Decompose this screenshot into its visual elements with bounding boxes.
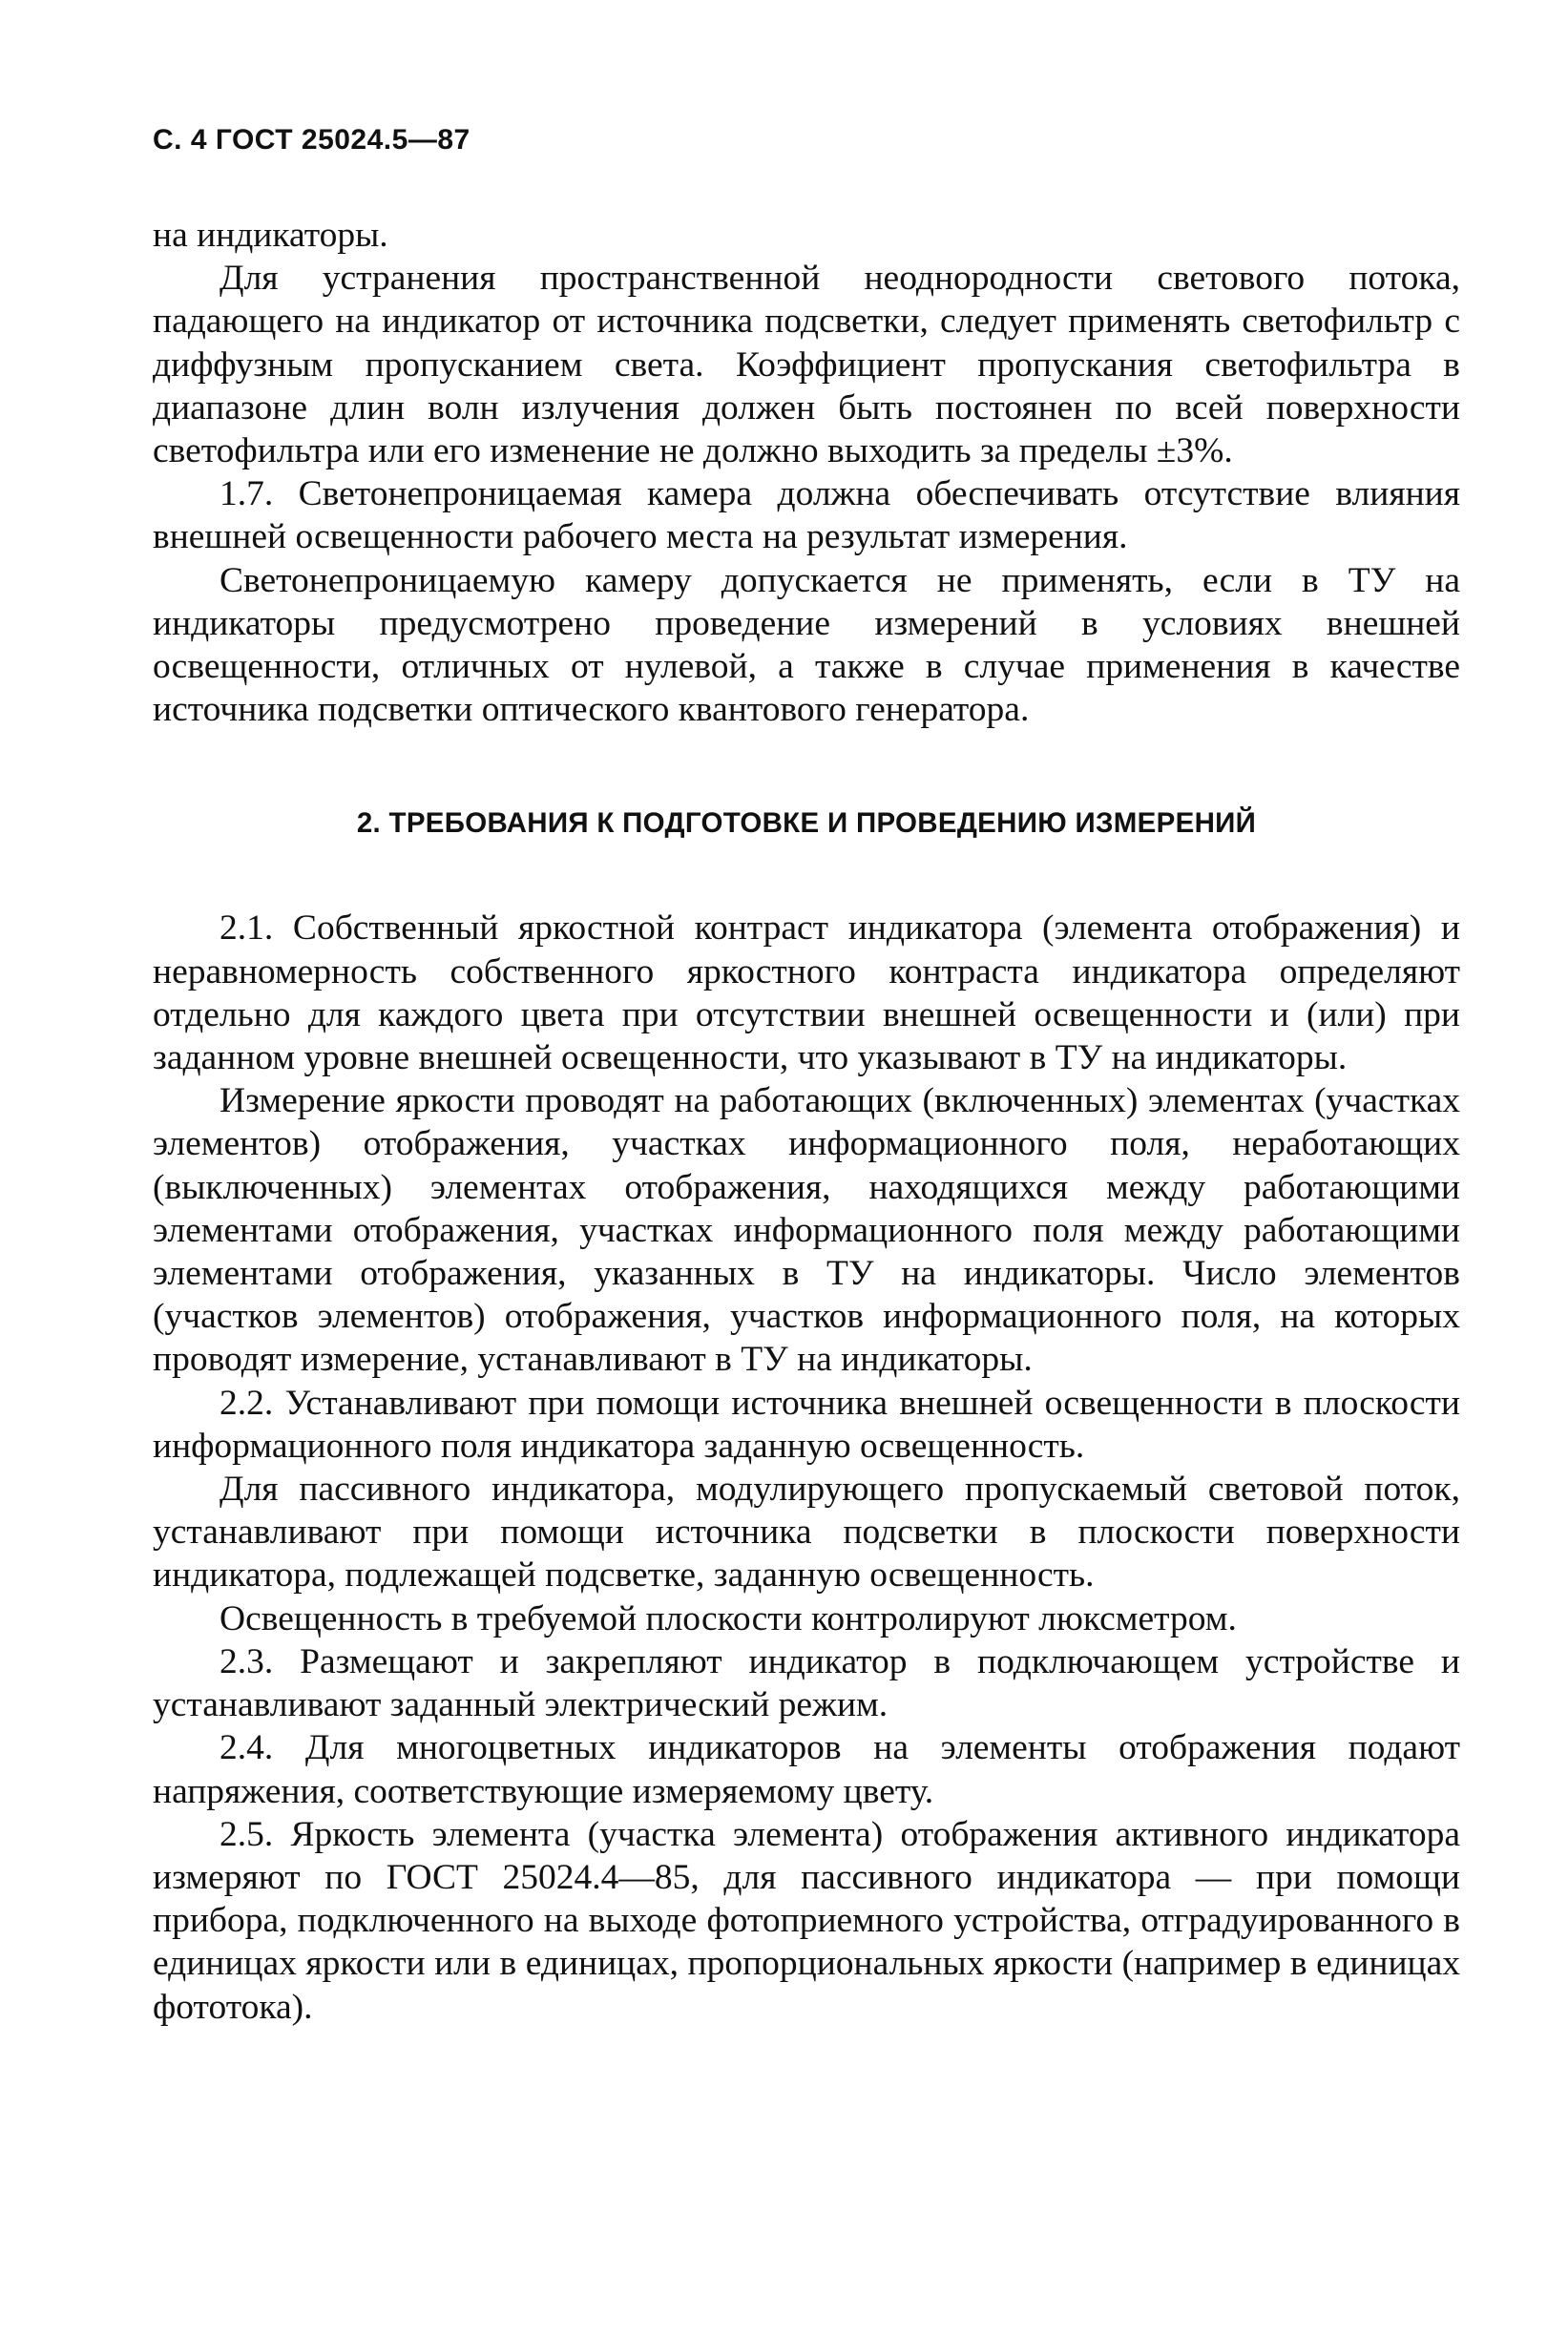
running-header: С. 4 ГОСТ 25024.5—87 bbox=[153, 124, 470, 156]
paragraph-brightness-measurement: Измерение яркости проводят на работающих (включенных) элементах (участках элементов) отображения, участках информационного поля, неработающих (выключенных) элементах отображения, находящихся между работающими элементами отображения, участках информационного поля между работающими элементами отображения, указанных в ТУ на индикаторы. Число элементов (участков элементов) отображения, участков информационного поля, на которых проводят измерение, устанавливают в ТУ на индикаторы. bbox=[153, 1081, 1460, 1380]
paragraph-1-7: 1.7. Светонепроницаемая камера должна обеспечивать отсутствие влияния внешней освещенности рабочего места на результат измерения. bbox=[153, 474, 1460, 557]
paragraph-passive-indicator: Для пассивного индикатора, модулирующего пропускаемый световой поток, устанавливают при помощи источника подсветки в плоскости поверхности индикатора, подлежащей подсветке, заданную освещенность. bbox=[153, 1470, 1460, 1596]
document-page bbox=[153, 124, 1460, 2029]
paragraph-continuation: на индикаторы. bbox=[153, 216, 388, 255]
paragraph-2-4: 2.4. Для многоцветных индикаторов на элементы отображения подают напряжения, соответствующие измеряемому цвету. bbox=[153, 1728, 1460, 1811]
section-2-title: 2. ТРЕБОВАНИЯ К ПОДГОТОВКЕ И ПРОВЕДЕНИЮ ИЗМЕРЕНИЙ bbox=[356, 807, 1257, 840]
paragraph-camera: Светонепроницаемую камеру допускается не применять, если в ТУ на индикаторы предусмотрено проведение измерений в условиях внешней освещенности, отличных от нулевой, а также в случае применения в качестве источника подсветки оптического квантового генератора. bbox=[153, 560, 1460, 730]
paragraph-2-3: 2.3. Размещают и закрепляют индикатор в подключающем устройстве и устанавливают заданный электрический режим. bbox=[153, 1641, 1460, 1725]
paragraph-2-2: 2.2. Устанавливают при помощи источника внешней освещенности в плоскости информационного поля индикатора заданную освещенность. bbox=[153, 1383, 1460, 1466]
paragraph-luxmeter: Освещенность в требуемой плоскости контролируют люксметром. bbox=[220, 1598, 1237, 1638]
paragraph-2-5: 2.5. Яркость элемента (участка элемента) отображения активного индикатора измеряют по ГОСТ 25024.4—85, для пассивного индикатора — при помощи прибора, подключенного на выходе фотоприемного устройства, отградуированного в единицах яркости или в единицах, пропорциональных яркости (например в единицах фототока). bbox=[153, 1814, 1460, 2027]
paragraph-filter: Для устранения пространственной неоднородности светового потока, падающего на индикатор от источника подсветки, следует применять светофильтр с диффузным пропусканием света. Коэффициент пропускания светофильтра в диапазоне длин волн излучения должен быть постоянен по всей поверхности светофильтра или его изменение не должно выходить за пределы ±3%. bbox=[153, 259, 1460, 471]
paragraph-2-1: 2.1. Собственный яркостной контраст индикатора (элемента отображения) и неравномерность собственного яркостного контраста индикатора определяют отдельно для каждого цвета при отсутствии внешней освещенности и (или) при заданном уровне внешней освещенности, что указывают в ТУ на индикаторы. bbox=[153, 908, 1460, 1078]
